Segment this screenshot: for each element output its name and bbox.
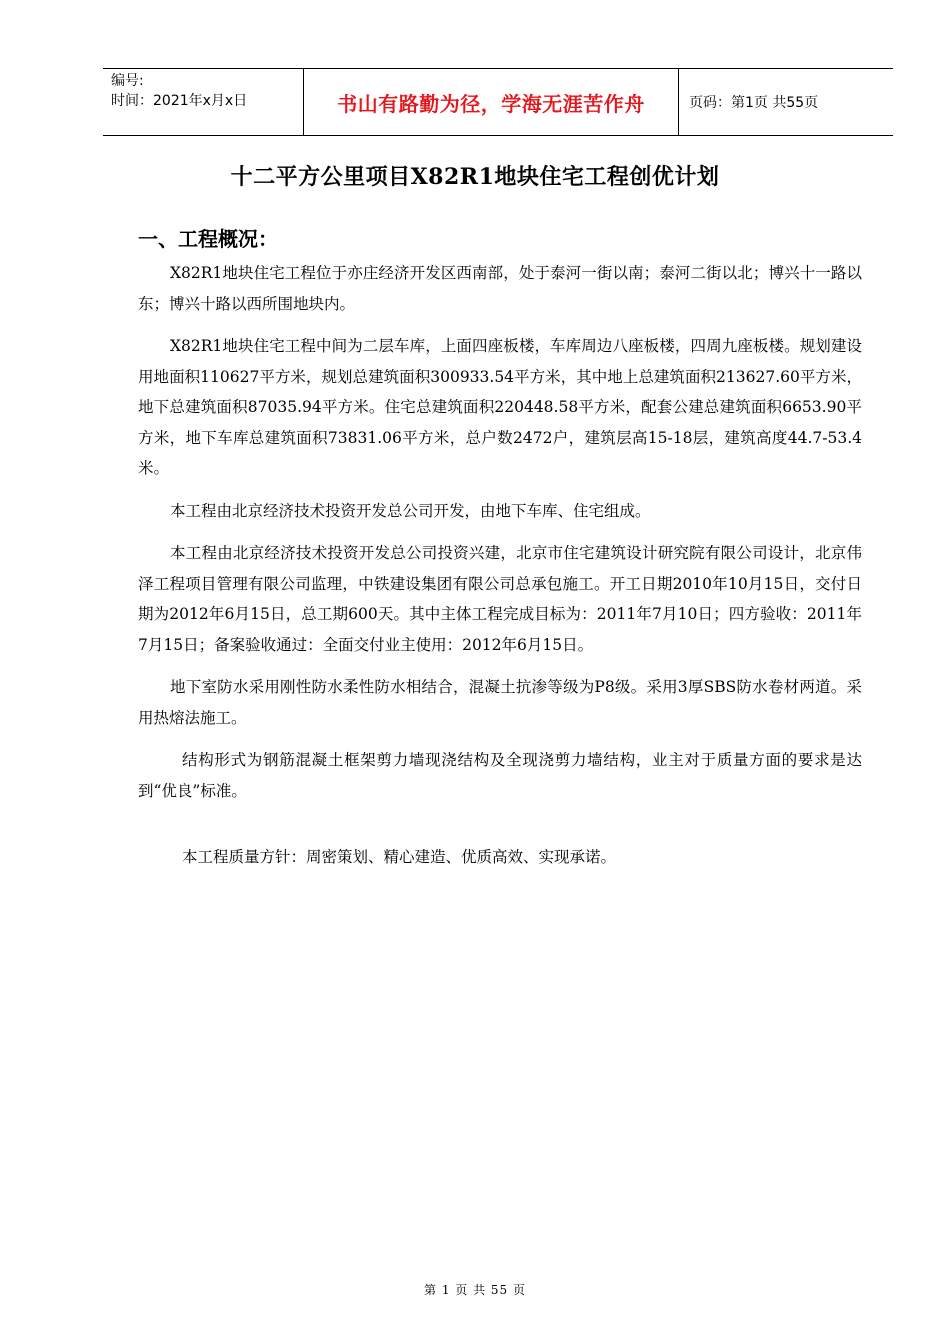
- paragraph-parties-schedule: 本工程由北京经济技术投资开发总公司投资兴建，北京市住宅建筑设计研究院有限公司设计，北京伟泽工程项目管理有限公司监理，中铁建设集团有限公司总承包施工。开工日期2010年10月15日，交付日期为2012年6月15日，总工期600天。其中主体工程完成目标为：2011年7月10日；四方验收：2011年7月15日；备案验收通过：全面交付业主使用：2012年6月15日。: [138, 544, 862, 654]
- paragraph-quality-policy: 本工程质量方针：周密策划、精心建造、优质高效、实现承诺。: [182, 848, 617, 866]
- paragraph-location: X82R1地块住宅工程位于亦庄经济开发区西南部，处于泰河一街以南；泰河二街以北；博兴十一路以东；博兴十路以西所围地块内。: [138, 264, 862, 313]
- page-footer: 第 1 页 共 55 页: [424, 1283, 526, 1297]
- paragraph-structure: 结构形式为钢筋混凝土框架剪力墙现浇结构及全现浇剪力墙结构，业主对于质量方面的要求是达到“优良”标准。: [138, 751, 862, 800]
- section-heading-overview: 一、工程概况：: [138, 227, 278, 251]
- header-page-number: 页码：第1页 共55页: [689, 95, 819, 111]
- section-body: [138, 258, 862, 885]
- paragraph-scale: X82R1地块住宅工程中间为二层车库，上面四座板楼，车库周边八座板楼，四周九座板楼。规划建设用地面积110627平方米，规划总建筑面积300933.54平方米，其中地上总建筑面积213627.60平方米，地下总建筑面积87035.94平方米。住宅总建筑面积220448.58平方米，配套公建总建筑面积6653.90平方米，地下车库总建筑面积73831.06平方米，总户数2472户，建筑层高15-18层，建筑高度44.7-53.4米。: [138, 337, 862, 477]
- document-time-label: 时间：2021年x月x日: [111, 93, 248, 109]
- document-header: [103, 68, 893, 136]
- paragraph-waterproofing: 地下室防水采用刚性防水柔性防水相结合，混凝土抗渗等级为P8级。采用3厚SBS防水卷材两道。采用热熔法施工。: [138, 678, 862, 727]
- header-meta-cell: [103, 69, 304, 135]
- paragraph-developer: 本工程由北京经济技术投资开发总公司开发，由地下车库、住宅组成。: [170, 501, 651, 520]
- header-motto: 书山有路勤为径，学海无涯苦作舟: [304, 69, 679, 135]
- document-title: 十二平方公里项目X82R1地块住宅工程创优计划: [230, 164, 720, 190]
- document-number-label: 编号:: [111, 73, 144, 89]
